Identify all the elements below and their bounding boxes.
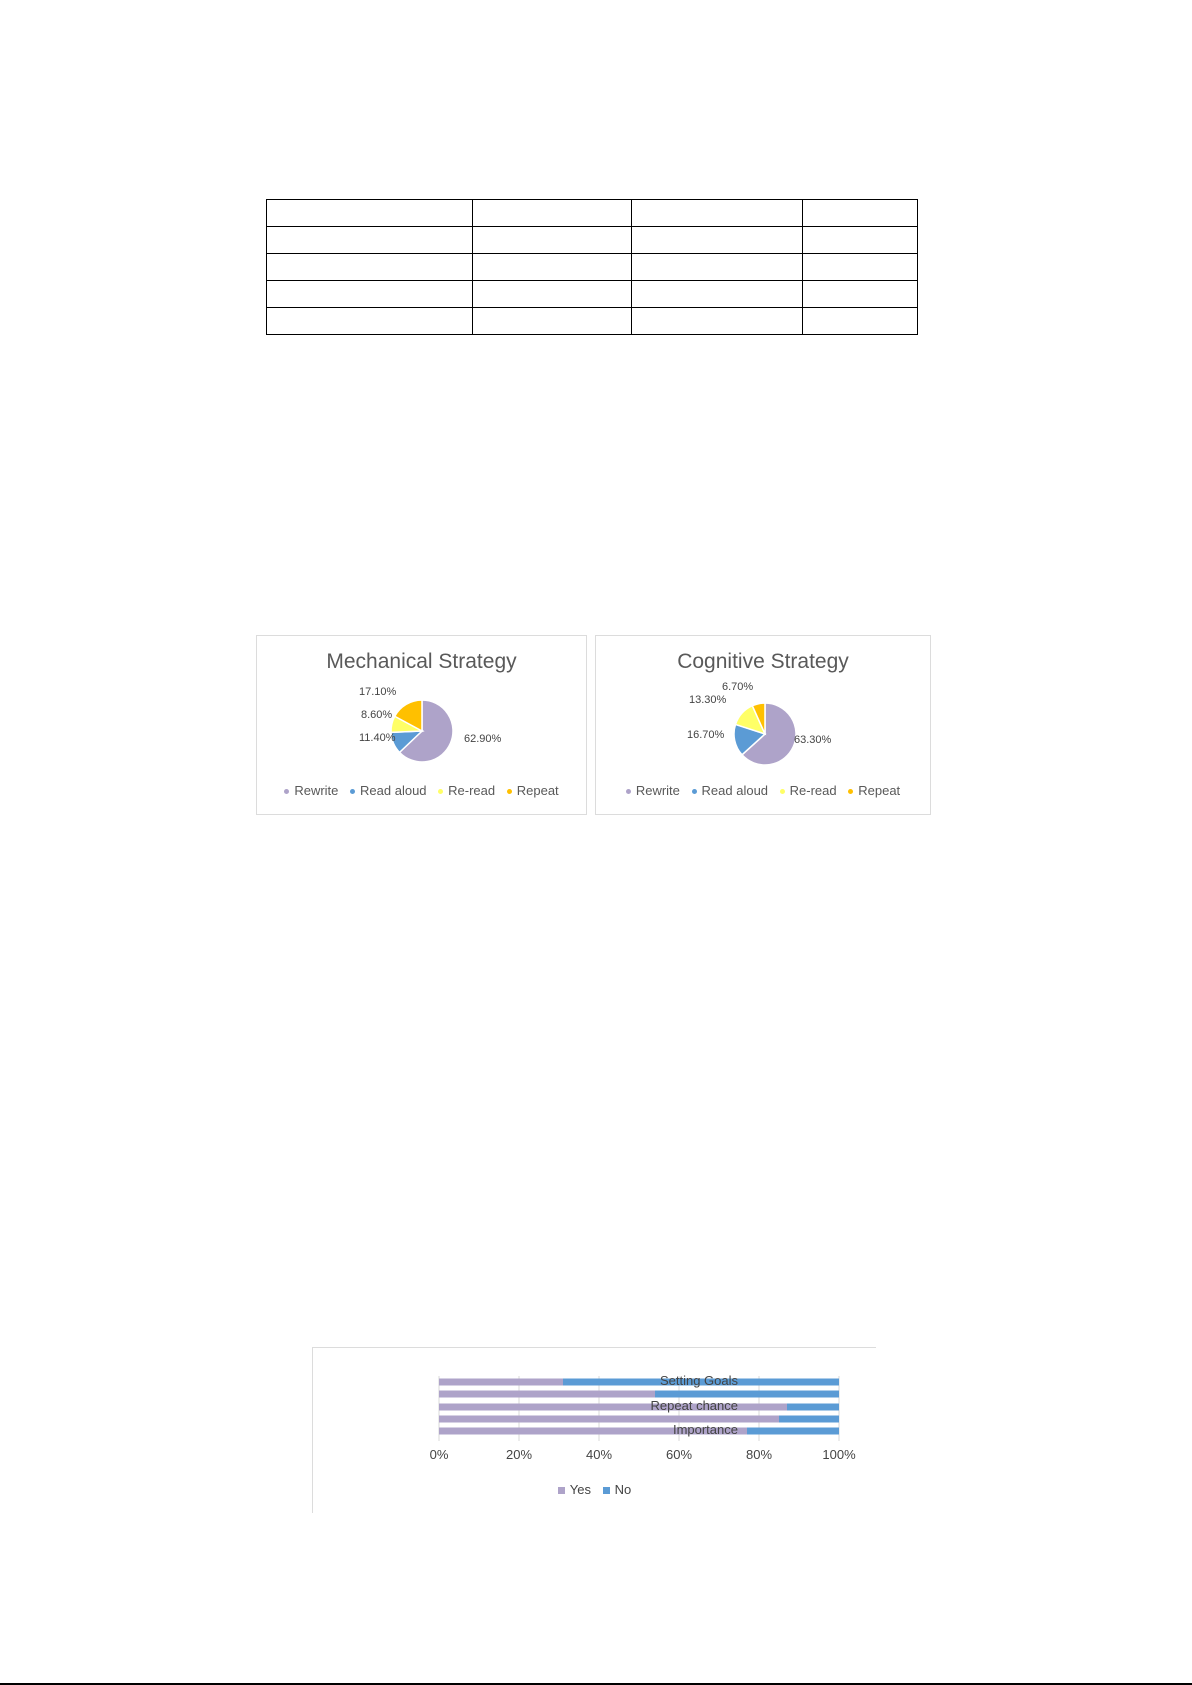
- table-cell: [632, 227, 803, 254]
- legend-item-repeat: [507, 783, 559, 798]
- table-cell: [267, 254, 473, 281]
- table-cell: [632, 308, 803, 335]
- legend-label: Rewrite: [294, 783, 339, 798]
- legend-item-rewrite: [626, 783, 680, 798]
- table-cell: [803, 254, 918, 281]
- legend-label: Repeat: [858, 783, 901, 798]
- legend-item-re-read: [438, 783, 495, 798]
- bar-no-4: [747, 1428, 839, 1435]
- category-label-repeat-chance: Repeat chance: [650, 1398, 738, 1413]
- data-label-read-aloud: 11.40%: [359, 732, 396, 744]
- table-cell: [473, 254, 632, 281]
- data-label-read-aloud: 16.70%: [687, 729, 725, 741]
- data-label-re-read: 8.60%: [361, 709, 393, 721]
- data-label-re-read: 13.30%: [689, 694, 727, 706]
- legend: [596, 783, 930, 798]
- data-label-repeat: 17.10%: [359, 686, 397, 698]
- legend-label: Rewrite: [635, 783, 680, 798]
- table-cell: [473, 281, 632, 308]
- table-row: [267, 200, 918, 227]
- stacked-bar-chart: [312, 1347, 876, 1513]
- table-cell: [473, 200, 632, 227]
- table-cell: [267, 200, 473, 227]
- legend-item-yes: [558, 1482, 591, 1497]
- category-label-setting-goals: Setting Goals: [659, 1373, 738, 1388]
- x-tick-label: 40%: [585, 1447, 613, 1462]
- x-tick-label: 100%: [822, 1447, 856, 1462]
- table-row: [267, 308, 918, 335]
- bar-yes-0: [439, 1379, 563, 1386]
- empty-table: [266, 199, 918, 335]
- table-cell: [632, 200, 803, 227]
- data-label-rewrite: 63.30%: [794, 734, 832, 746]
- x-tick-label: 80%: [745, 1447, 773, 1462]
- table-cell: [803, 308, 918, 335]
- legend-item-read-aloud: [350, 783, 427, 798]
- legend-label: No: [614, 1482, 632, 1497]
- legend-label: Yes: [569, 1482, 591, 1497]
- table-cell: [632, 254, 803, 281]
- table-cell: [267, 281, 473, 308]
- table-cell: [803, 281, 918, 308]
- legend-item-rewrite: [284, 783, 338, 798]
- pie-chart-cognitive-strategy: [595, 635, 931, 815]
- pie-chart-mechanical-strategy: [256, 635, 587, 815]
- data-label-rewrite: 62.90%: [464, 733, 502, 745]
- x-tick-label: 20%: [505, 1447, 533, 1462]
- category-label-importance: Importance: [672, 1422, 738, 1437]
- table-cell: [803, 227, 918, 254]
- chart-title: Cognitive Strategy: [677, 650, 849, 673]
- legend-label: Re-read: [448, 783, 496, 798]
- table-row: [267, 227, 918, 254]
- legend-label: Read aloud: [360, 783, 427, 798]
- legend-label: Repeat: [516, 783, 559, 798]
- x-tick-label: 0%: [429, 1447, 449, 1462]
- legend: [257, 783, 586, 798]
- legend-item-re-read: [780, 783, 837, 798]
- legend: [313, 1482, 876, 1497]
- legend-item-no: [603, 1482, 632, 1497]
- table-cell: [267, 308, 473, 335]
- bar-yes-1: [439, 1391, 655, 1398]
- table-cell: [803, 200, 918, 227]
- table-cell: [473, 227, 632, 254]
- table-cell: [632, 281, 803, 308]
- legend-label: Read aloud: [701, 783, 769, 798]
- bar-no-2: [787, 1404, 839, 1411]
- table-row: [267, 281, 918, 308]
- legend-item-repeat: [848, 783, 900, 798]
- bar-no-1: [655, 1391, 839, 1398]
- bar-no-3: [779, 1416, 839, 1423]
- x-tick-label: 60%: [665, 1447, 693, 1462]
- table-row: [267, 254, 918, 281]
- chart-title: Mechanical Strategy: [326, 650, 517, 673]
- table-cell: [267, 227, 473, 254]
- data-label-repeat: 6.70%: [722, 681, 754, 693]
- legend-item-read-aloud: [692, 783, 769, 798]
- legend-label: Re-read: [789, 783, 837, 798]
- table-cell: [473, 308, 632, 335]
